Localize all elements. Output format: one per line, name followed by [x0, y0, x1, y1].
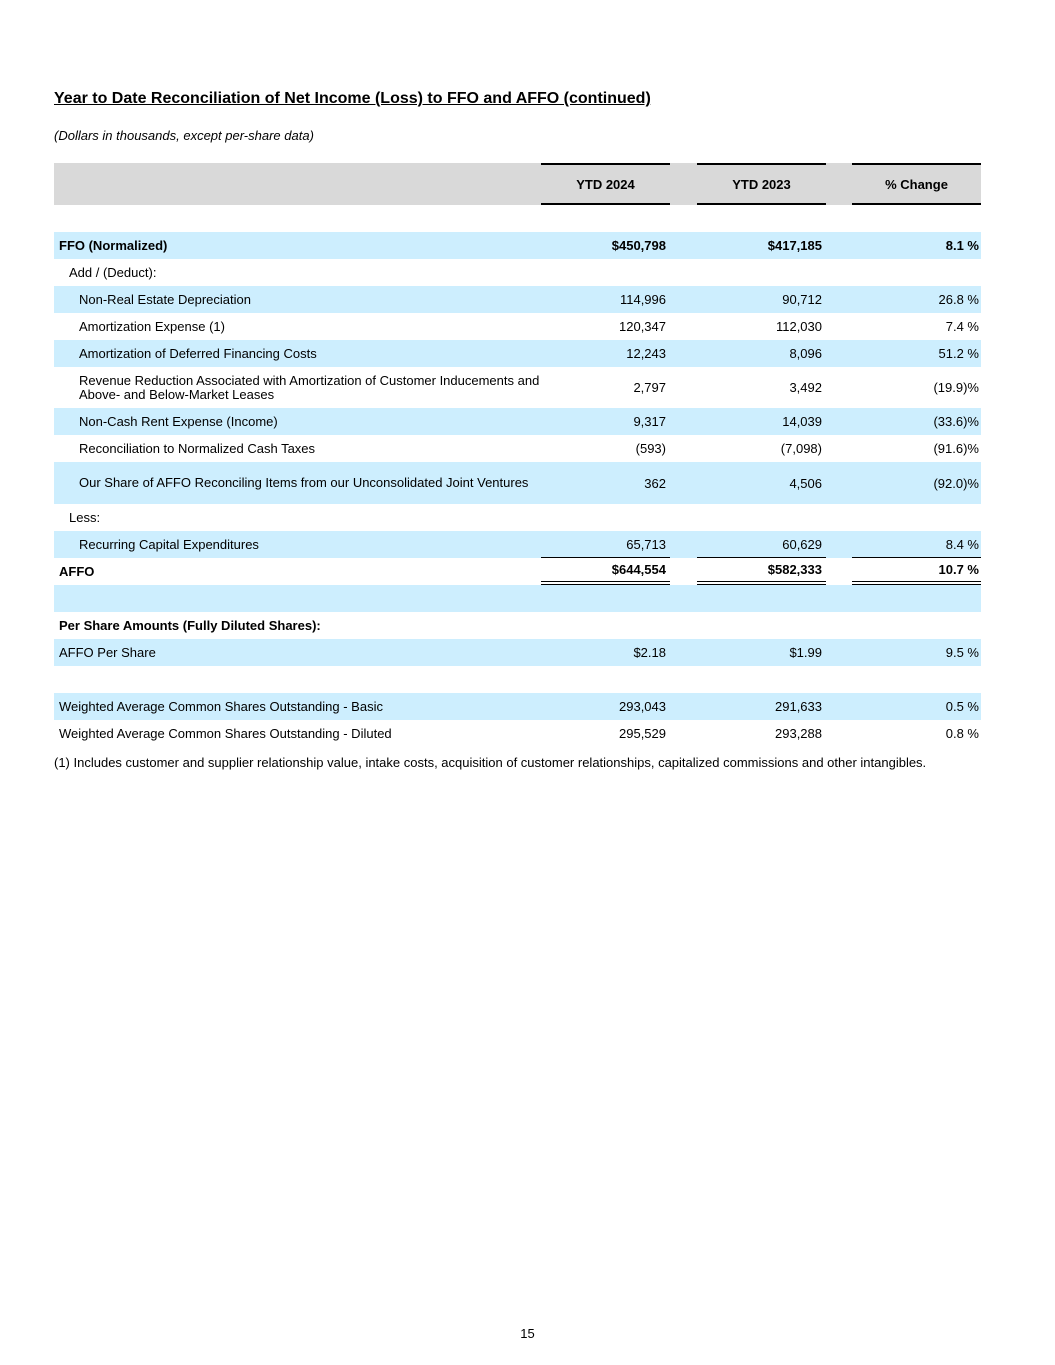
- table-row: [54, 612, 981, 639]
- row-value: 293,288: [775, 726, 822, 741]
- row-value: [852, 259, 981, 286]
- table-row: [54, 408, 981, 435]
- table-row: [54, 639, 981, 666]
- row-value: 4,506: [789, 475, 822, 491]
- row-value: 3,492: [789, 380, 822, 395]
- footnote: (1) Includes customer and supplier relationship value, intake costs, acquisition of customer relationships, capitalized commissions and other intangibles.: [54, 755, 927, 770]
- row-value: [697, 612, 826, 639]
- row-label: Reconciliation to Normalized Cash Taxes: [79, 440, 316, 456]
- table-header: [54, 163, 981, 205]
- row-value: 7.4 %: [945, 319, 979, 334]
- row-value: 295,529: [619, 726, 666, 741]
- row-label: [54, 585, 541, 612]
- row-value: $582,333: [697, 558, 826, 585]
- row-value: 9.5 %: [945, 645, 979, 660]
- table-row: [54, 313, 981, 340]
- row-value: (7,098): [780, 441, 822, 456]
- row-value: [852, 585, 981, 612]
- row-value: 8,096: [789, 346, 822, 361]
- table-row: [54, 435, 981, 462]
- column-header: YTD 2024: [541, 163, 670, 205]
- row-value: $2.18: [633, 645, 666, 660]
- row-value: [541, 504, 670, 531]
- row-label: Amortization Expense (1): [79, 318, 225, 334]
- row-value: (593): [635, 441, 666, 456]
- page-title: Year to Date Reconciliation of Net Income (Loss) to FFO and AFFO (continued): [54, 90, 651, 107]
- row-value: [852, 504, 981, 531]
- row-value: 8.4 %: [852, 531, 981, 558]
- row-label: Per Share Amounts (Fully Diluted Shares):: [59, 618, 321, 633]
- row-label: AFFO: [59, 564, 95, 579]
- row-value: 51.2 %: [938, 346, 979, 361]
- row-label: Non-Real Estate Depreciation: [79, 291, 251, 307]
- row-value: 0.5 %: [945, 699, 979, 714]
- row-value: [697, 259, 826, 286]
- reconciliation-table: [54, 163, 981, 747]
- row-value: 120,347: [619, 319, 666, 334]
- table-row: [54, 504, 981, 531]
- row-label: Less:: [69, 510, 101, 525]
- row-value: 114,996: [619, 292, 666, 307]
- table-row: [54, 462, 981, 504]
- row-value: 112,030: [775, 319, 822, 334]
- row-label: Weighted Average Common Shares Outstanding - Basic: [59, 699, 383, 714]
- row-label: Add / (Deduct):: [69, 265, 157, 280]
- row-value: (19.9)%: [933, 380, 979, 395]
- row-value: 8.1 %: [945, 238, 979, 253]
- row-label: [54, 666, 541, 693]
- table-row: [54, 286, 981, 313]
- row-value: $450,798: [611, 238, 666, 253]
- row-label: Our Share of AFFO Reconciling Items from our Unconsolidated Joint Ventures: [79, 475, 529, 490]
- table-row: [54, 531, 981, 558]
- row-value: $417,185: [767, 238, 822, 253]
- row-value: 0.8 %: [945, 726, 979, 741]
- row-value: 14,039: [782, 414, 822, 429]
- table-row: [54, 720, 981, 747]
- row-label: FFO (Normalized): [59, 238, 168, 253]
- row-value: [697, 585, 826, 612]
- row-label: Revenue Reduction Associated with Amortization of Customer Inducements and Above- and Below-Market Leases: [79, 372, 540, 402]
- row-value: 291,633: [775, 699, 822, 714]
- table-row: [54, 693, 981, 720]
- column-header: YTD 2023: [697, 163, 826, 205]
- row-value: $644,554: [541, 558, 670, 585]
- row-value: 90,712: [782, 292, 822, 307]
- row-value: [852, 666, 981, 693]
- row-value: 362: [644, 475, 666, 491]
- row-label: AFFO Per Share: [59, 645, 156, 660]
- row-value: $1.99: [789, 645, 822, 660]
- row-value: [697, 666, 826, 693]
- row-value: 10.7 %: [852, 558, 981, 585]
- row-value: (92.0)%: [933, 475, 979, 491]
- table-row: [54, 340, 981, 367]
- row-value: [697, 504, 826, 531]
- table-row: [54, 585, 981, 612]
- table-row: [54, 367, 981, 408]
- row-value: [541, 666, 670, 693]
- row-label: Recurring Capital Expenditures: [79, 536, 259, 552]
- row-value: 9,317: [633, 414, 666, 429]
- column-header: % Change: [852, 163, 981, 205]
- table-row: [54, 232, 981, 259]
- table-row: [54, 666, 981, 693]
- row-value: 2,797: [633, 380, 666, 395]
- row-value: [852, 612, 981, 639]
- row-value: 12,243: [626, 346, 666, 361]
- row-value: [541, 259, 670, 286]
- row-label: Non-Cash Rent Expense (Income): [79, 413, 278, 429]
- row-value: (91.6)%: [933, 441, 979, 456]
- row-value: 65,713: [541, 531, 670, 558]
- row-value: [541, 612, 670, 639]
- row-value: 60,629: [697, 531, 826, 558]
- row-label: Weighted Average Common Shares Outstanding - Diluted: [59, 726, 392, 741]
- row-value: 293,043: [619, 699, 666, 714]
- table-row: [54, 558, 981, 585]
- page-number: 15: [520, 1326, 535, 1341]
- table-row: [54, 259, 981, 286]
- row-label: Amortization of Deferred Financing Costs: [79, 345, 317, 361]
- row-value: 26.8 %: [938, 292, 979, 307]
- row-value: (33.6)%: [933, 414, 979, 429]
- subtitle: (Dollars in thousands, except per-share data): [54, 128, 314, 143]
- row-value: [541, 585, 670, 612]
